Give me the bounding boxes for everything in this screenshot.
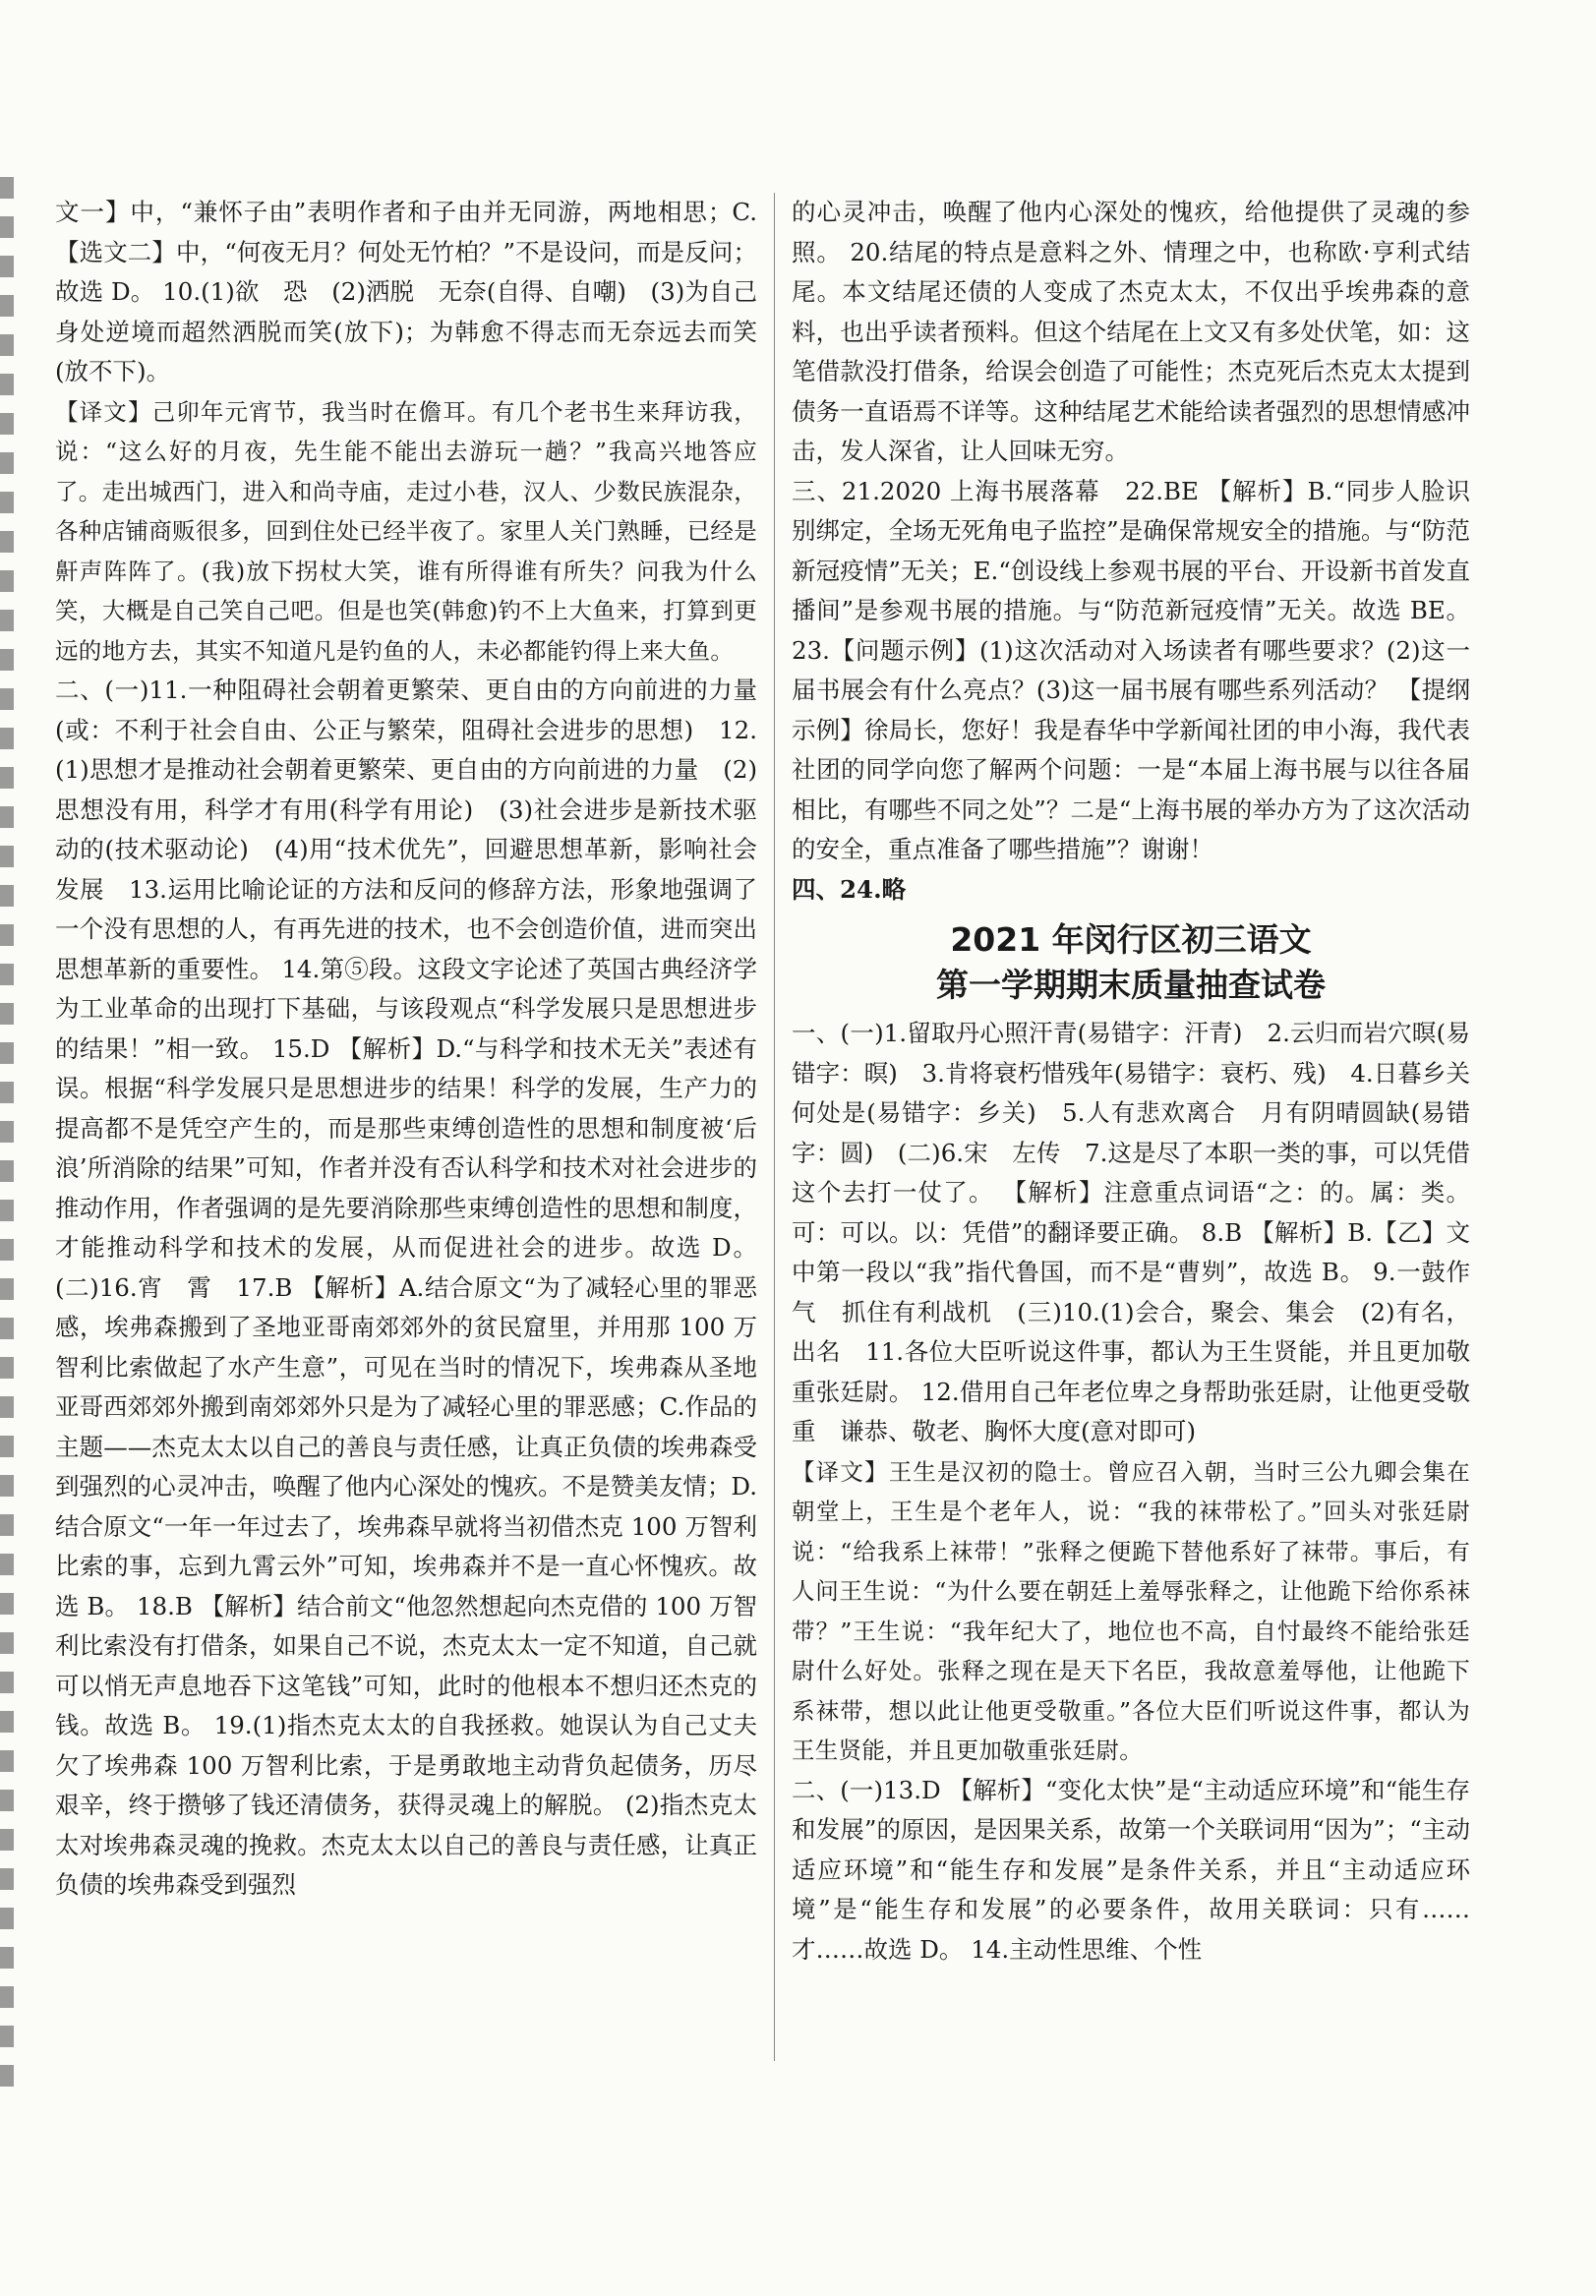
- translation-block: 【译文】己卯年元宵节，我当时在儋耳。有几个老书生来拜访我，说：“这么好的月夜，先生能不能出去游玩一趟？”我高兴地答应了。走出城西门，进入和尚寺庙，走过小巷，汉人、少数民族混杂，各种店铺商贩很多，回到住处已经半夜了。家里人关门熟睡，已经是鼾声阵阵了。(我)放下拐杖大笑，谁有所得谁有所失？问我为什么笑，大概是自己笑自己吧。但是也笑(韩愈)钓不上大鱼来，打算到更远的地方去，其实不知道凡是钓鱼的人，未必都能钓得上来大鱼。: [55, 397, 757, 665]
- exam-title: [792, 917, 1470, 1008]
- answer-block: 一、(一)1.留取丹心照汗青(易错字：汗青) 2.云归而岩穴暝(易错字：暝) 3.肯将衰朽惜残年(易错字：衰朽、残) 4.日暮乡关何处是(易错字：乡关) 5.人有悲欢离合 月有阴晴圆缺(易错字：圆) (二)6.宋 左传 7.这是尽了本职一类的事，可以凭借这个去打一仗了。 【解析】注意重点词语“之：的。属：类。可：可以。以：凭借”的翻译要正确。 8.B 【解析】B.【乙】文中第一段以“我”指代鲁国，而不是“曹刿”，故选 B。 9.一鼓作气 抓住有利战机 (三)10.(1)会合，聚会、集会 (2)有名，出名 11.各位大臣听说这件事，都认为王生贤能，并且更加敬重张廷尉。 12.借用自己年老位卑之身帮助张廷尉，让他更受敬重 谦恭、敬老、胸怀大度(意对即可): [792, 1019, 1470, 1445]
- right-column: [792, 193, 1470, 2140]
- binding-edge: [0, 177, 14, 2094]
- answer-block: 的心灵冲击，唤醒了他内心深处的愧疚，给他提供了灵魂的参照。 20.结尾的特点是意料之外、情理之中，也称欧·亨利式结尾。本文结尾还债的人变成了杰克太太，不仅出乎埃弗森的意料，也出乎读者预料。但这个结尾在上文又有多处伏笔，如：这笔借款没打借条，给误会创造了可能性；杰克死后杰克太太提到债务一直语焉不详等。这种结尾艺术能给读者强烈的思想情感冲击，发人深省，让人回味无穷。: [792, 198, 1470, 465]
- exam-title-line-1: 2021 年闵行区初三语文: [950, 920, 1312, 959]
- answer-block: 二、(一)13.D 【解析】“变化太快”是“主动适应环境”和“能生存和发展”的原因，是因果关系，故第一个关联词用“因为”；“主动适应环境”和“能生存和发展”是条件关系，并且“主动适应环境”是“能生存和发展”的必要条件，故用关联词：只有……才……故选 D。 14.主动性思维、个性: [792, 1775, 1470, 1964]
- exam-title-line-2: 第一学期期末质量抽查试卷: [936, 966, 1326, 1004]
- answer-block: 文一】中，“兼怀子由”表明作者和子由并无同游，两地相思；C.【选文二】中，“何夜无月？何处无竹柏？”不是设问，而是反问；故选 D。 10.(1)欲 恐 (2)洒脱 无奈(自得、自嘲) (3)为自己身处逆境而超然洒脱而笑(放下)；为韩愈不得志而无奈远去而笑(放不下)。: [55, 198, 757, 385]
- answer-block: 二、(一)11.一种阻碍社会朝着更繁荣、更自由的方向前进的力量(或：不利于社会自由、公正与繁荣，阻碍社会进步的思想) 12.(1)思想才是推动社会朝着更繁荣、更自由的方向前进的力量 (2)思想没有用，科学才有用(科学有用论) (3)社会进步是新技术驱动的(技术驱动论) (4)用“技术优先”，回避思想革新，影响社会发展 13.运用比喻论证的方法和反问的修辞方法，形象地强调了一个没有思想的人，有再先进的技术，也不会创造价值，进而突出思想革新的重要性。 14.第⑤段。这段文字论述了英国古典经济学为工业革命的出现打下基础，与该段观点“科学发展只是思想进步的结果！”相一致。 15.D 【解析】D.“与科学和技术无关”表述有误。根据“科学发展只是思想进步的结果！科学的发展，生产力的提高都不是凭空产生的，而是那些束缚创造性的思想和制度被‘后浪’所消除的结果”可知，作者并没有否认科学和技术对社会进步的推动作用，作者强调的是先要消除那些束缚创造性的思想和制度，才能推动科学和技术的发展，从而促进社会的进步。故选 D。 (二)16.宵 霄 17.B 【解析】A.结合原文“为了减轻心里的罪恶感，埃弗森搬到了圣地亚哥南郊郊外的贫民窟里，并用那 100 万智利比索做起了水产生意”，可见在当时的情况下，埃弗森从圣地亚哥西郊郊外搬到南郊郊外只是为了减轻心里的罪恶感；C.作品的主题——杰克太太以自己的善良与责任感，让真正负债的埃弗森受到强烈的心灵冲击，唤醒了他内心深处的愧疚。不是赞美友情；D.结合原文“一年一年过去了，埃弗森早就将当初借杰克 100 万智利比索的事，忘到九霄云外”可知，埃弗森并不是一直心怀愧疚。故选 B。 18.B 【解析】结合前文“他忽然想起向杰克借的 100 万智利比索没有打借条，如果自己不说，杰克太太一定不知道，自己就可以悄无声息地吞下这笔钱”可知，此时的他根本不想归还杰克的钱。故选 B。 19.(1)指杰克太太的自我拯救。她误认为自己丈夫欠了埃弗森 100 万智利比索，于是勇敢地主动背负起债务，历尽艰辛，终于攒够了钱还清债务，获得灵魂上的解脱。 (2)指杰克太太对埃弗森灵魂的挽救。杰克太太以自己的善良与责任感，让真正负债的埃弗森受到强烈: [55, 676, 757, 1899]
- column-divider: [774, 193, 775, 2061]
- translation-block: 【译文】王生是汉初的隐士。曾应召入朝，当时三公九卿会集在朝堂上，王生是个老年人，说：“我的袜带松了。”回头对张廷尉说：“给我系上袜带！”张释之便跪下替他系好了袜带。事后，有人问王生说：“为什么要在朝廷上羞辱张释之，让他跪下给你系袜带？”王生说：“我年纪大了，地位也不高，自忖最终不能给张廷尉什么好处。张释之现在是天下名臣，我故意羞辱他，让他跪下系袜带，想以此让他更受敬重。”各位大臣们听说这件事，都认为王生贤能，并且更加敬重张廷尉。: [792, 1457, 1470, 1764]
- answer-block: 三、21.2020 上海书展落幕 22.BE 【解析】B.“同步人脸识别绑定，全场无死角电子监控”是确保常规安全的措施。与“防范新冠疫情”无关；E.“创设线上参观书展的平台、开设新书首发直播间”是参观书展的措施。与“防范新冠疫情”无关。故选 BE。 23.【问题示例】(1)这次活动对入场读者有哪些要求？(2)这一届书展会有什么亮点？(3)这一届书展有哪些系列活动？ 【提纲示例】徐局长，您好！我是春华中学新闻社团的申小海，我代表社团的同学向您了解两个问题：一是“本届上海书展与以往各届相比，有哪些不同之处”？二是“上海书展的举办方为了这次活动的安全，重点准备了哪些措施”？谢谢！: [792, 476, 1470, 863]
- left-column: [55, 193, 757, 2061]
- answer-block: 四、24.略: [792, 874, 907, 904]
